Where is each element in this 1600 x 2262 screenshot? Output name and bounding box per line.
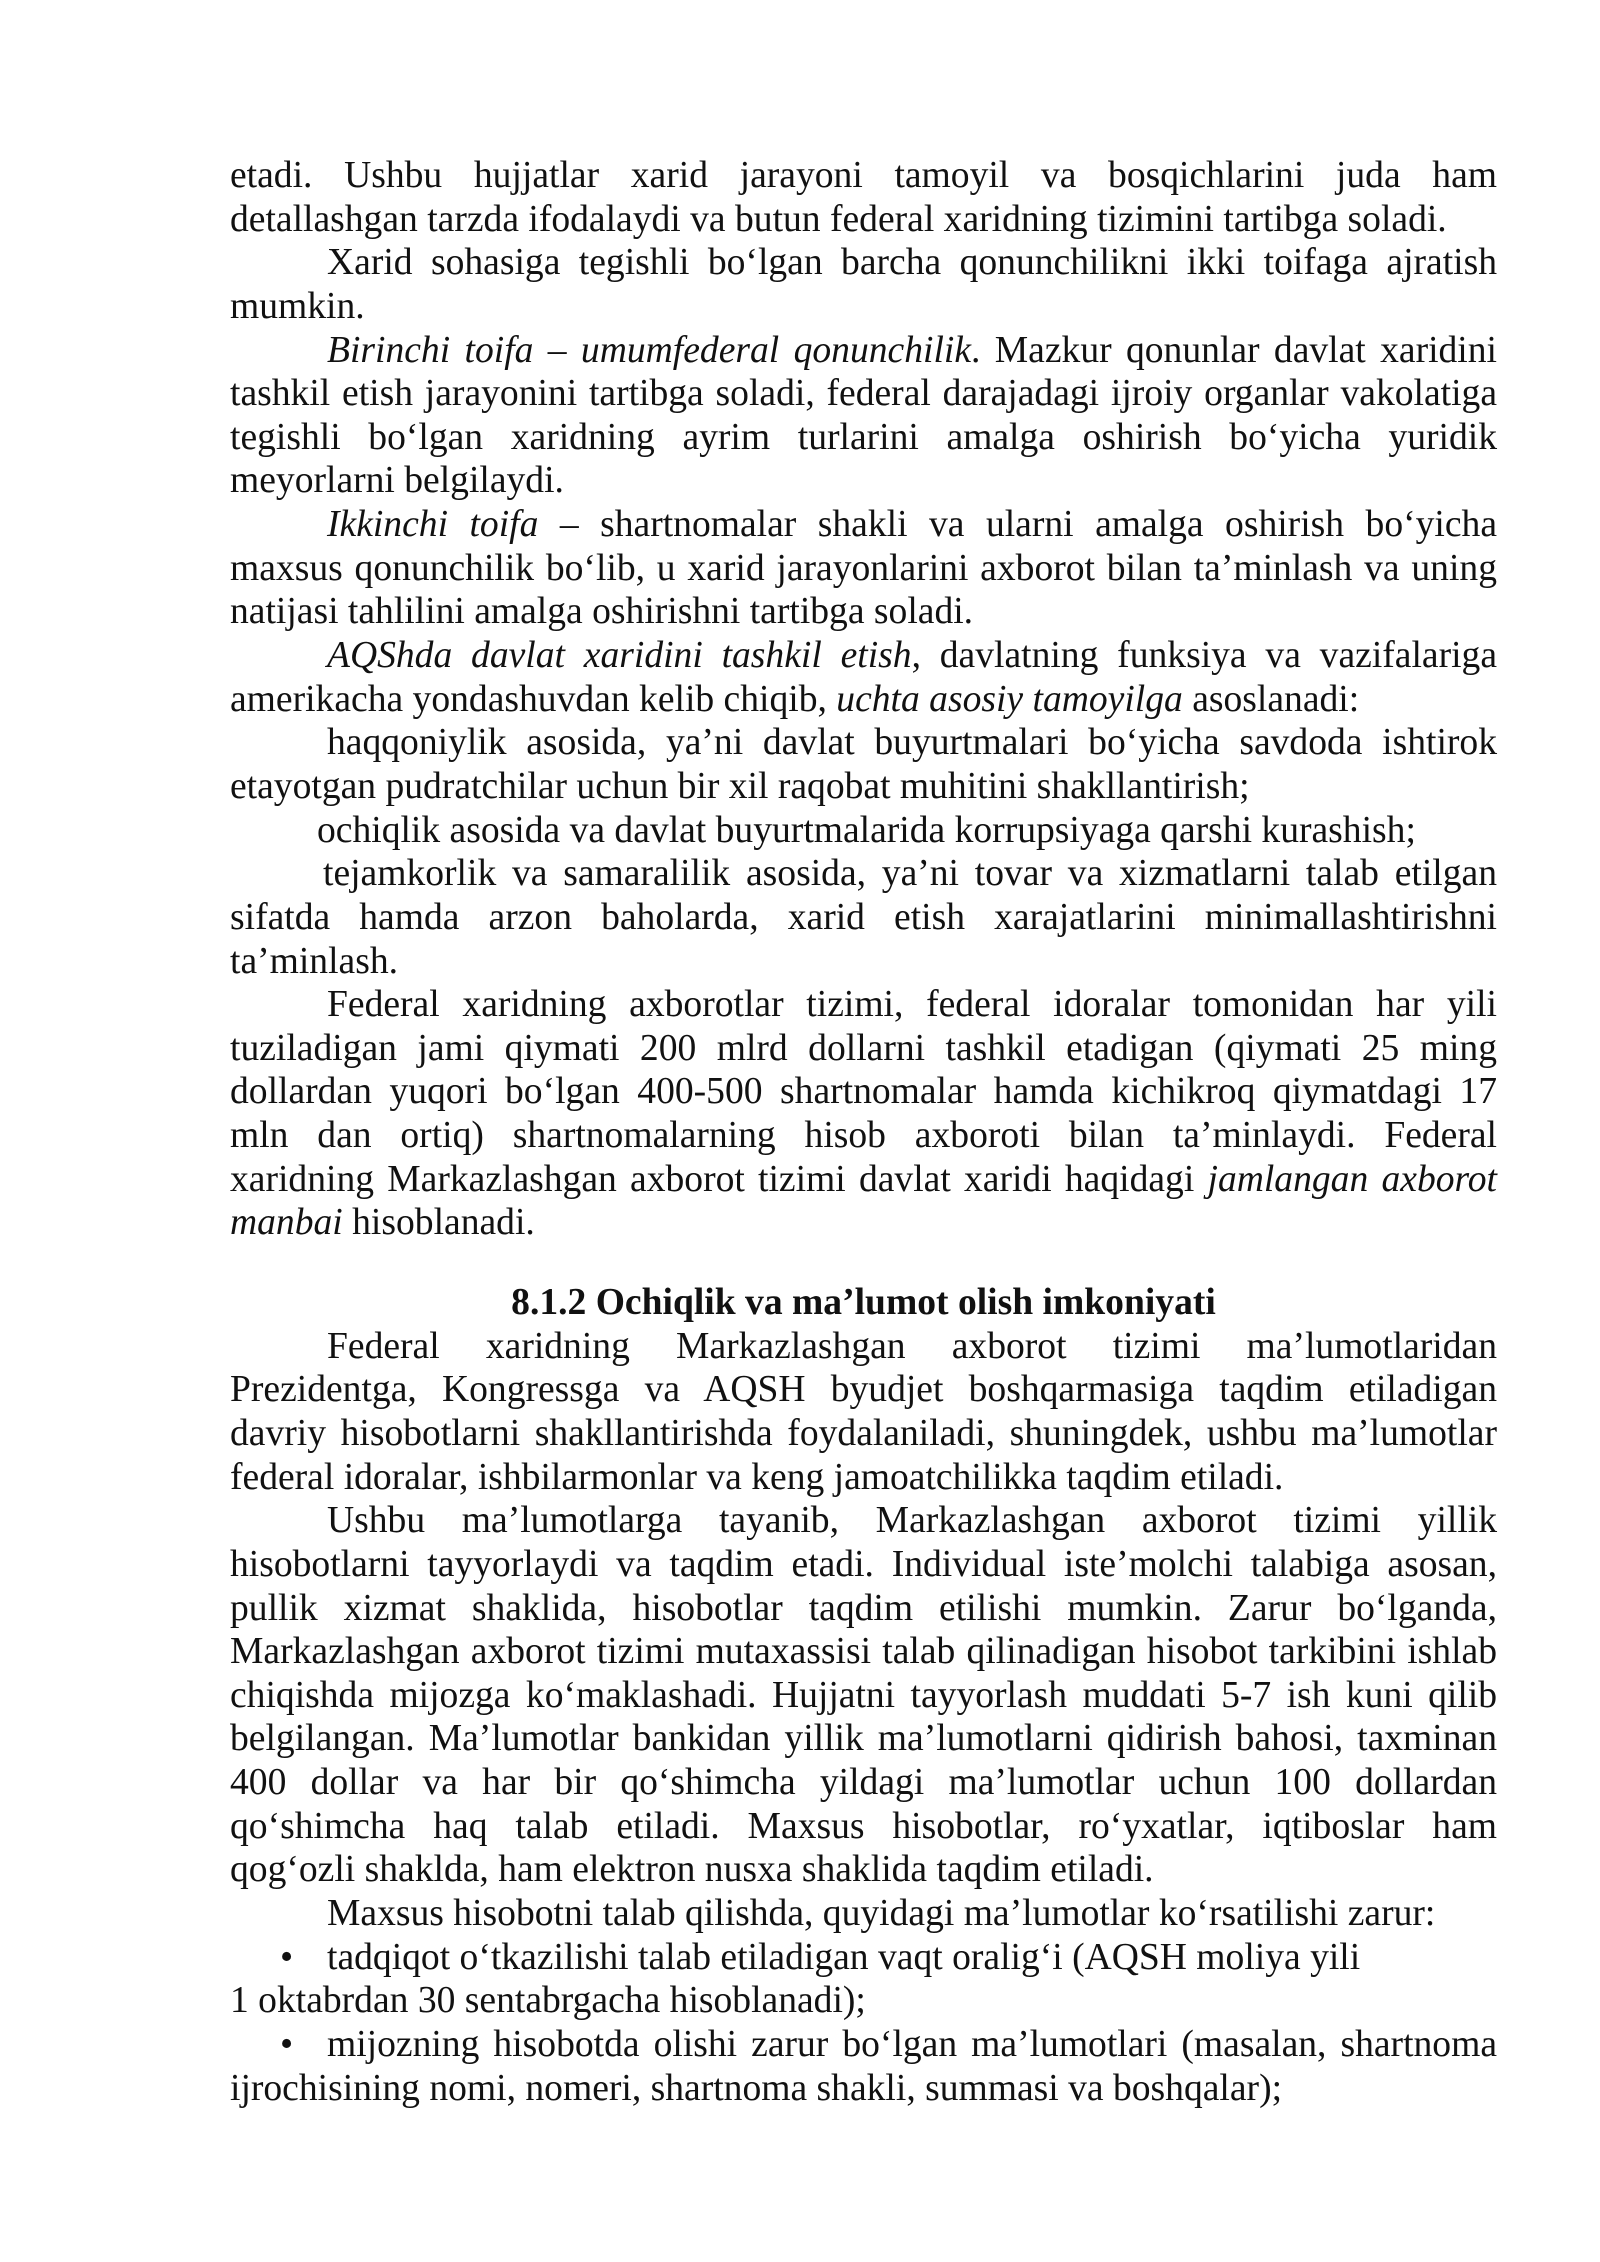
text-line: [230, 329, 1497, 373]
italic-term: Birinchi toifa – umumfederal qonunchilik: [327, 329, 971, 371]
list-item: [230, 1936, 1497, 2023]
text-line: belgilangan. Ma’lumotlar bankidan yillik ma’lumotlarni qidirish bahosi, taxminan: [230, 1718, 1497, 1760]
text-line: 400 dollar va har bir qo‘shimcha yildagi ma’lumotlar uchun 100 dollardan: [230, 1762, 1497, 1804]
paragraph: [230, 241, 1497, 328]
text-line: Xarid sohasiga tegishli bo‘lgan barcha qonunchilikni ikki toifaga ajratish: [327, 242, 1497, 284]
text-line: tashkil etish jarayonini tartibga soladi, federal darajadagi ijroiy organlar vakolatiga: [230, 373, 1497, 415]
text-line: [230, 678, 1497, 722]
text-line: etayotgan pudratchilar uchun bir xil raqobat muhitini shakllantirish;: [230, 765, 1250, 807]
text-line: mln dan ortiq) shartnomalarning hisob axboroti bilan ta’minlaydi. Federal: [230, 1115, 1497, 1157]
text-line: Maxsus hisobotni talab qilishda, quyidagi ma’lumotlar ko‘rsatilishi zarur:: [327, 1892, 1436, 1934]
paragraph: [230, 1499, 1497, 1892]
text-line: Ushbu ma’lumotlarga tayanib, Markazlashgan axborot tizimi yillik: [327, 1500, 1497, 1542]
text-line: ochiqlik asosida va davlat buyurtmalarida korrupsiyaga qarshi kurashish;: [317, 809, 1416, 851]
text-line: natijasi tahlilini amalga oshirishni tartibga soladi.: [230, 591, 974, 633]
text-line: meyorlarni belgilaydi.: [230, 460, 564, 502]
text-line: pullik xizmat shaklida, hisobotlar taqdim etilishi mumkin. Zarur bo‘lganda,: [230, 1587, 1497, 1629]
italic-term: jamlangan axborot: [1207, 1158, 1497, 1200]
text-line: [230, 1936, 1497, 1980]
text-line: sifatda hamda arzon baholarda, xarid etish xarajatlarini minimallashtirishni: [230, 896, 1497, 938]
text-line: federal idoralar, ishbilarmonlar va keng jamoatchilikka taqdim etiladi.: [230, 1456, 1284, 1498]
text-segment: tadqiqot o‘tkazilishi talab etiladigan vaqt oralig‘i (AQSH moliya yili: [327, 1936, 1361, 1978]
text-segment: mijozning hisobotda olishi zarur bo‘lgan ma’lumotlari (masalan, shartnoma: [327, 2023, 1497, 2065]
text-segment: asoslanadi:: [1182, 678, 1360, 720]
paragraph: [230, 1892, 1497, 1936]
text-line: haqqoniylik asosida, ya’ni davlat buyurtmalari bo‘yicha savdoda ishtirok: [327, 722, 1497, 764]
text-segment: amerikacha yondashuvdan kelib chiqib,: [230, 678, 837, 720]
italic-term: Ikkinchi toifa: [327, 504, 539, 546]
text-line: Markazlashgan axborot tizimi mutaxassisi talab qilinadigan hisobot tarkibini ishlab: [230, 1631, 1497, 1673]
paragraph: [230, 1325, 1497, 1500]
paragraph: [230, 503, 1497, 634]
paragraph: [230, 329, 1497, 504]
text-segment: – shartnomalar shakli va ularni amalga oshirish bo‘yicha: [538, 504, 1497, 546]
text-line: etadi. Ushbu hujjatlar xarid jarayoni tamoyil va bosqichlarini juda ham: [230, 155, 1497, 196]
text-line: tuziladigan jami qiymati 200 mlrd dollarni tashkil etadigan (qiymati 25 ming: [230, 1027, 1497, 1069]
paragraph: [230, 721, 1497, 808]
paragraph: [230, 983, 1497, 1245]
italic-term: uchta asosiy tamoyilga: [836, 678, 1183, 720]
text-line: qog‘ozli shaklda, ham elektron nusxa shaklida taqdim etiladi.: [230, 1849, 1154, 1891]
text-segment: hisoblanadi.: [342, 1202, 535, 1244]
text-line: [230, 2023, 1497, 2067]
text-line: tegishli bo‘lgan xaridning ayrim turlarini amalga oshirish bo‘yicha yuridik: [230, 416, 1497, 458]
text-line: tejamkorlik va samaralilik asosida, ya’ni tovar va xizmatlarni talab etilgan: [323, 853, 1497, 895]
paragraph: [230, 809, 1497, 853]
text-line: dollardan yuqori bo‘lgan 400-500 shartnomalar hamda kichikroq qiymatdagi 17: [230, 1071, 1497, 1113]
text-line: [230, 634, 1497, 678]
text-line: ta’minlash.: [230, 940, 399, 982]
text-line: maxsus qonunchilik bo‘lib, u xarid jarayonlarini axborot bilan ta’minlash va uning: [230, 547, 1497, 589]
paragraph: [230, 634, 1497, 721]
italic-term: AQShda davlat xaridini tashkil etish: [327, 635, 912, 677]
text-line: chiqishda mijozga ko‘maklashadi. Hujjatni tayyorlash muddati 5-7 ish kuni qilib: [230, 1674, 1497, 1716]
bullet-marker: •: [280, 1936, 294, 1978]
text-line: [230, 1158, 1497, 1202]
paragraph: [230, 154, 1497, 241]
text-line: ijrochisining nomi, nomeri, shartnoma shakli, summasi va boshqalar);: [230, 2067, 1283, 2109]
text-segment: xaridning Markazlashgan axborot tizimi davlat xaridi haqidagi: [230, 1158, 1208, 1200]
text-line: davriy hisobotlarni shakllantirishda foydalaniladi, shuningdek, ushbu ma’lumotlar: [230, 1412, 1497, 1454]
text-line: [230, 1201, 1497, 1245]
bullet-list: [230, 1936, 1497, 2111]
text-line: mumkin.: [230, 285, 365, 327]
text-line: [230, 503, 1497, 547]
paragraph: [230, 852, 1497, 983]
bullet-marker: •: [280, 2023, 294, 2065]
document-body: [230, 154, 1497, 2110]
section-heading: 8.1.2 Ochiqlik va ma’lumot olish imkoniyati: [511, 1282, 1216, 1324]
italic-term: manbai: [230, 1202, 343, 1244]
text-line: Federal xaridning axborotlar tizimi, federal idoralar tomonidan har yili: [327, 984, 1497, 1026]
list-item: [230, 2023, 1497, 2110]
text-line: detallashgan tarzda ifodalaydi va butun federal xaridning tizimini tartibga soladi.: [230, 198, 1447, 240]
text-segment: , davlatning funksiya va vazifalariga: [911, 635, 1497, 677]
text-segment: . Mazkur qonunlar davlat xaridini: [971, 329, 1497, 371]
text-line: Federal xaridning Markazlashgan axborot tizimi ma’lumotlaridan: [327, 1325, 1497, 1367]
text-line: 1 oktabrdan 30 sentabrgacha hisoblanadi);: [230, 1980, 866, 2022]
text-line: qo‘shimcha haq talab etiladi. Maxsus hisobotlar, ro‘yxatlar, iqtiboslar ham: [230, 1805, 1497, 1847]
text-line: Prezidentga, Kongressga va AQSH byudjet boshqarmasiga taqdim etiladigan: [230, 1369, 1497, 1411]
text-line: hisobotlarni tayyorlaydi va taqdim etadi. Individual iste’molchi talabiga asosan,: [230, 1543, 1497, 1585]
